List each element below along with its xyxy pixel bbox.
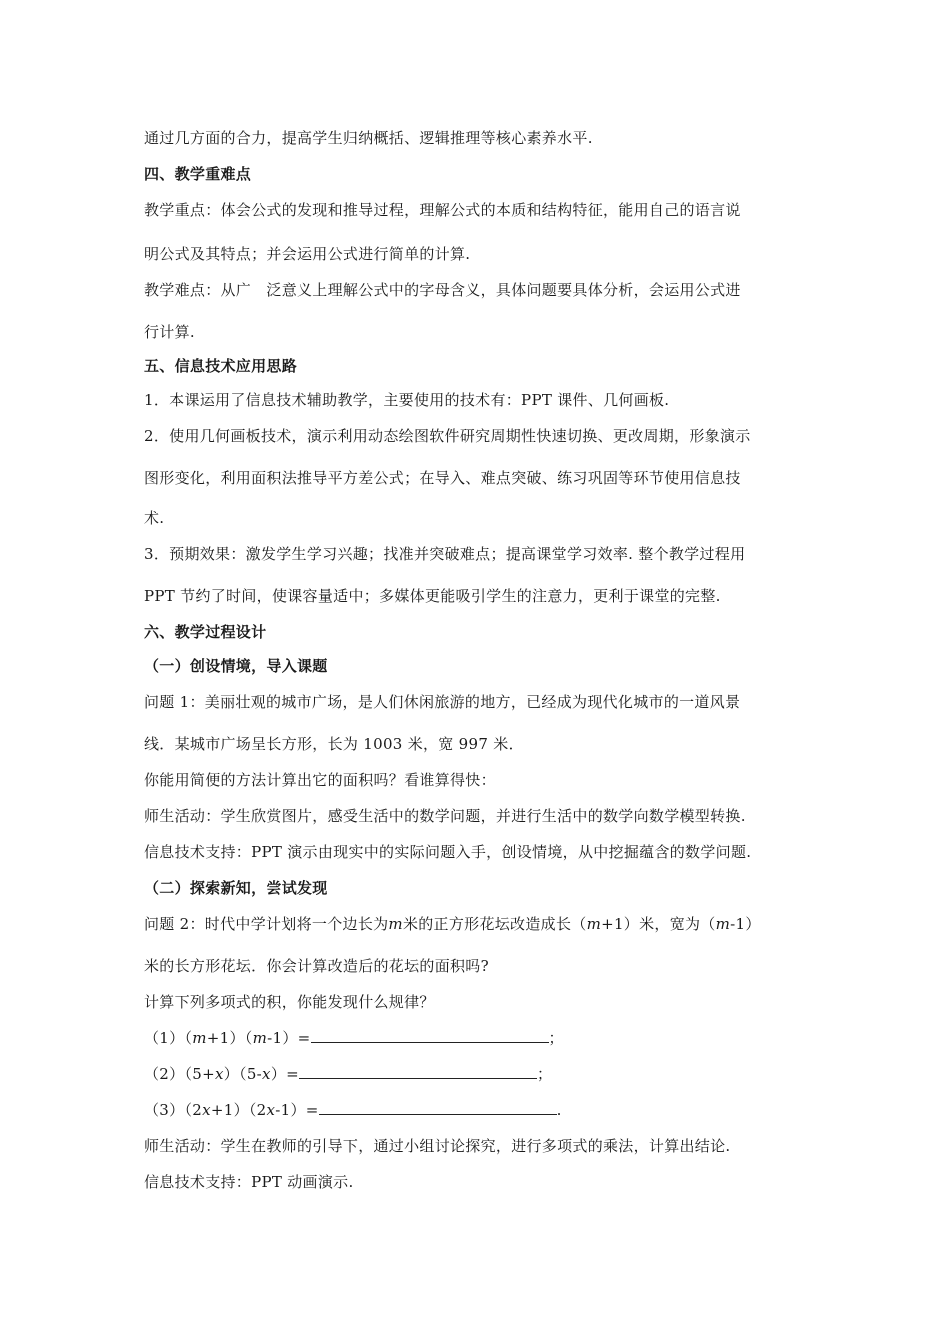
- question-1-line-3: 你能用简便的方法计算出它的面积吗？看谁算得快：: [144, 771, 496, 789]
- activity-1: 师生活动：学生欣赏图片，感受生活中的数学问题，并进行生活中的数学向数学模型转换.: [144, 807, 746, 825]
- answer-blank-2[interactable]: [299, 1064, 537, 1079]
- exercise-2: （2）（5+x）（5-x）= ；: [144, 1065, 553, 1083]
- exercise-1: （1）（m+1）（m-1）= ；: [144, 1029, 564, 1047]
- it-item-2-line-3: 术.: [144, 509, 165, 527]
- it-item-2-line-1: 2．使用几何画板技术，演示利用动态绘图软件研究周期性快速切换、更改周期，形象演示: [144, 427, 751, 445]
- heading-it-application: 五、信息技术应用思路: [144, 357, 298, 375]
- key-point-line-2: 明公式及其特点；并会运用公式进行简单的计算.: [144, 245, 471, 263]
- answer-blank-1[interactable]: [311, 1028, 549, 1043]
- tech-support-1: 信息技术支持：PPT 演示由现实中的实际问题入手，创设情境，从中挖掘蕴含的数学问题.: [144, 843, 752, 861]
- it-item-3-line-1: 3．预期效果：激发学生学习兴趣；找准并突破难点；提高课堂学习效率. 整个教学过程用: [144, 545, 746, 563]
- answer-blank-3[interactable]: [319, 1100, 557, 1115]
- heading-process-design: 六、教学过程设计: [144, 623, 267, 641]
- question-1-line-1: 问题 1：美丽壮观的城市广场，是人们休闲旅游的地方，已经成为现代化城市的一道风景: [144, 693, 741, 711]
- subheading-explore: （二）探索新知，尝试发现: [144, 879, 328, 897]
- subheading-situation: （一）创设情境，导入课题: [144, 657, 328, 675]
- question-2-line-3: 计算下列多项式的积，你能发现什么规律？: [144, 993, 435, 1011]
- question-2-line-2: 米的长方形花坛．你会计算改造后的花坛的面积吗?: [144, 957, 489, 975]
- question-1-line-2: 线．某城市广场呈长方形，长为 1003 米，宽 997 米．: [144, 735, 524, 753]
- intro-paragraph: 通过几方面的合力，提高学生归纳概括、逻辑推理等核心素养水平.: [144, 129, 593, 147]
- tech-support-2: 信息技术支持：PPT 动画演示.: [144, 1173, 354, 1191]
- heading-key-difficult-points: 四、教学重难点: [144, 165, 252, 183]
- activity-2: 师生活动：学生在教师的引导下，通过小组讨论探究，进行多项式的乘法，计算出结论.: [144, 1137, 731, 1155]
- it-item-2-line-2: 图形变化，利用面积法推导平方差公式；在导入、难点突破、练习巩固等环节使用信息技: [144, 469, 741, 487]
- question-2-line-1: 问题 2：时代中学计划将一个边长为m米的正方形花坛改造成长（m+1）米，宽为（m-1）: [144, 915, 761, 933]
- it-item-1: 1．本课运用了信息技术辅助教学，主要使用的技术有：PPT 课件、几何画板.: [144, 391, 670, 409]
- difficult-point-line-1: 教学难点：从广 泛意义上理解公式中的字母含义，具体问题要具体分析，会运用公式进: [144, 281, 741, 299]
- it-item-3-line-2: PPT 节约了时间，使课容量适中；多媒体更能吸引学生的注意力，更利于课堂的完整.: [144, 587, 721, 605]
- exercise-3: （3）（2x+1）（2x-1）= .: [144, 1101, 562, 1119]
- difficult-point-line-2: 行计算.: [144, 323, 195, 341]
- key-point-line-1: 教学重点：体会公式的发现和推导过程，理解公式的本质和结构特征，能用自己的语言说: [144, 201, 741, 219]
